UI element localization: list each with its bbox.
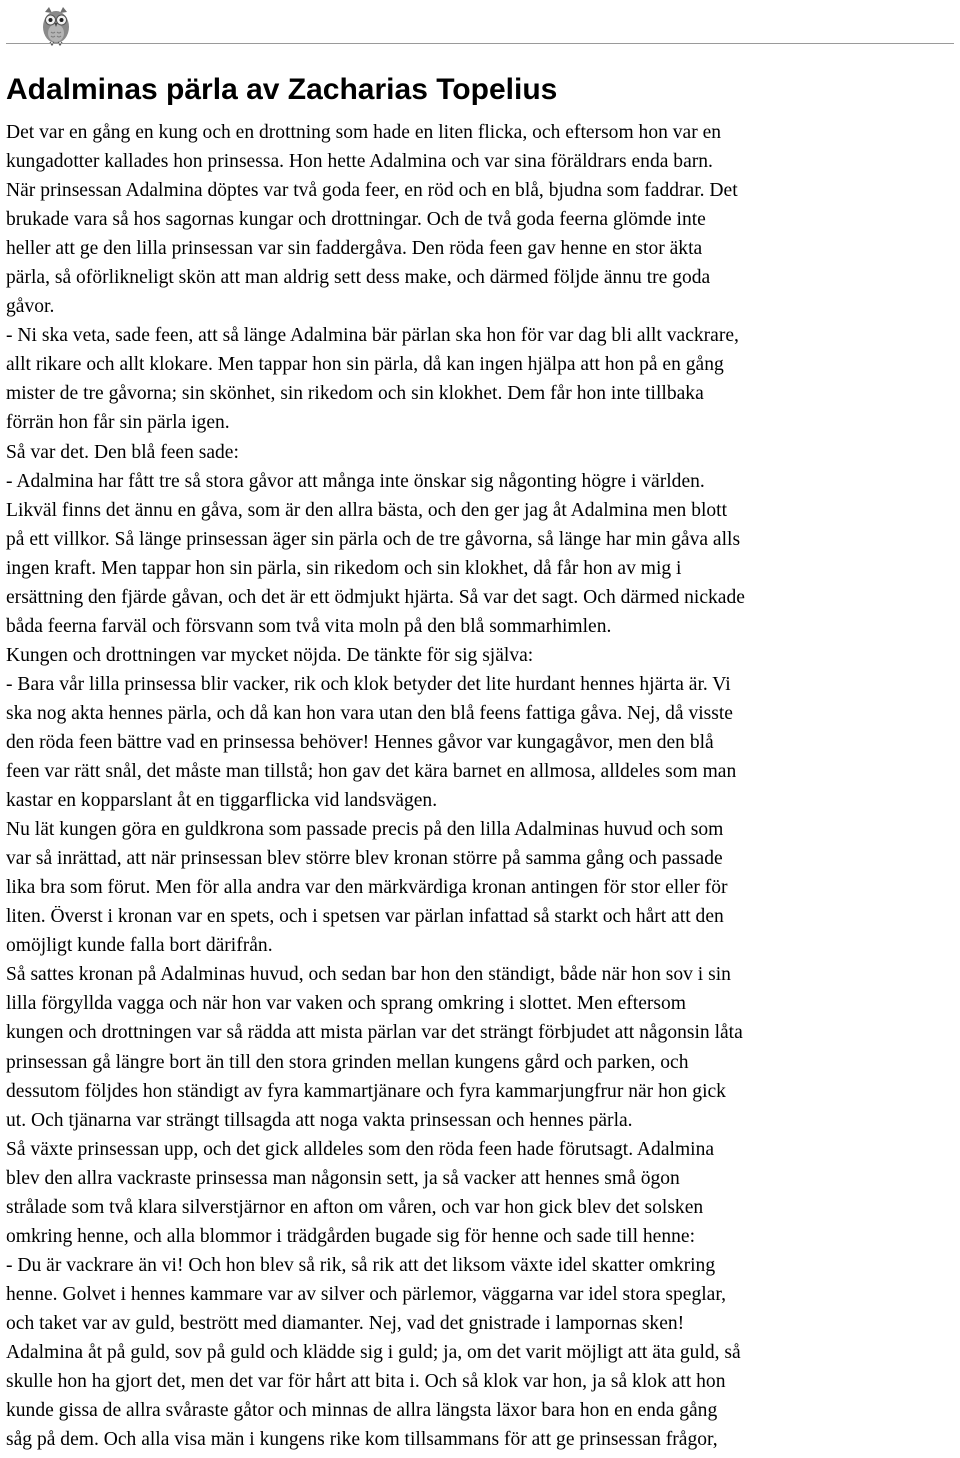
text-line: liten. Överst i kronan var en spets, och i spetsen var pärlan infattad så starkt och hårt att den [6, 906, 724, 928]
text-line: den röda feen bättre vad en prinsessa behöver! Hennes gåvor var kungagåvor, men den blå [6, 731, 714, 753]
text-line: gåvor. [6, 296, 55, 318]
text-line: Nu lät kungen göra en guldkrona som passade precis på den lilla Adalminas huvud och som [6, 819, 724, 841]
text-line: När prinsessan Adalmina döptes var två goda feer, en röd och en blå, bjudna som faddrar. Det [6, 180, 738, 202]
text-line: omöjligt kunde falla bort därifrån. [6, 935, 273, 957]
text-line: ut. Och tjänarna var strängt tillsagda att noga vakta prinsessan och hennes pärla. [6, 1109, 633, 1131]
text-line: kunde gissa de allra svåraste gåtor och minnas de allra längsta läxor bara hon en enda gång [6, 1400, 718, 1422]
document-title: Adalminas pärla av Zacharias Topelius [6, 73, 558, 106]
text-line: kastar en kopparslant åt en tiggarflicka vid landsvägen. [6, 790, 438, 812]
header-divider [6, 43, 954, 44]
text-line: prinsessan gå längre bort än till den stora grinden mellan kungens gård och parken, och [6, 1051, 689, 1073]
page-header [0, 0, 960, 60]
text-line: på ett villkor. Så länge prinsessan äger sin pärla och de tre gåvorna, så länge har min gåva alls [6, 528, 741, 550]
owl-logo-icon [38, 6, 74, 46]
text-line: Så växte prinsessan upp, och det gick alldeles som den röda feen hade förutsagt. Adalmina [6, 1138, 715, 1160]
text-line: ersättning den fjärde gåvan, och det är ett ödmjukt hjärta. Så var det sagt. Och därmed nickade [6, 586, 745, 608]
text-line: ingen kraft. Men tappar hon sin pärla, sin rikedom och sin klokhet, då får hon av mig i [6, 557, 682, 579]
text-line: och taket var av guld, bestrött med diamanter. Nej, vad det gnistrade i lampornas sken! [6, 1312, 685, 1334]
text-line: lika bra som förut. Men för alla andra var den märkvärdiga kronan antingen för stor eller för [6, 877, 728, 899]
text-line: dessutom följdes hon ständigt av fyra kammartjänare och fyra kammarjungfrur när hon gick [6, 1080, 726, 1102]
text-line: Likväl finns det ännu en gåva, som är den allra bästa, och den ger jag åt Adalmina men blott [6, 499, 728, 521]
text-line: såg på dem. Och alla visa män i kungens rike kom tillsammans för att ge prinsessan frågor, [6, 1429, 718, 1451]
text-line: mister de tre gåvorna; sin skönhet, sin rikedom och sin klokhet. Dem får hon inte tillbaka [6, 383, 704, 405]
text-line: strålade som två klara silverstjärnor en afton om våren, och var hon gick blev det solsken [6, 1196, 704, 1218]
text-line: henne. Golvet i hennes kammare var av silver och pärlemor, väggarna var idel stora speglar, [6, 1283, 726, 1305]
text-line: var så inrättad, att när prinsessan blev större blev kronan större på samma gång och passade [6, 848, 723, 870]
text-line: - Adalmina har fått tre så stora gåvor att många inte önskar sig någonting högre i världen. [6, 470, 705, 492]
text-line: lilla förgyllda vagga och när hon var vaken och sprang omkring i slottet. Men eftersom [6, 993, 687, 1015]
text-line: - Ni ska veta, sade feen, att så länge Adalmina bär pärlan ska hon för var dag bli allt vackrare, [6, 325, 739, 347]
text-line: Kungen och drottningen var mycket nöjda. De tänkte för sig själva: [6, 644, 534, 666]
text-line: kungadotter kallades hon prinsessa. Hon hette Adalmina och var sina föräldrars enda barn. [6, 151, 713, 173]
text-line: heller att ge den lilla prinsessan var sin faddergåva. Den röda feen gav henne en stor äkta [6, 238, 703, 260]
text-line: skulle hon ha gjort det, men det var för hårt att bita i. Och så klok var hon, ja så klok att hon [6, 1371, 726, 1393]
text-line: allt rikare och allt klokare. Men tappar hon sin pärla, då kan ingen hjälpa att hon på en gång [6, 354, 724, 376]
text-line: Adalmina åt på guld, sov på guld och klädde sig i guld; ja, om det varit möjligt att äta guld, så [6, 1341, 741, 1363]
text-line: förrän hon får sin pärla igen. [6, 412, 230, 434]
text-line: ska nog akta hennes pärla, och då kan hon vara utan den blå feens fattiga gåva. Nej, då visste [6, 702, 733, 724]
document-body [6, 118, 958, 1454]
text-line: Det var en gång en kung och en drottning som hade en liten flicka, och eftersom hon var en [6, 122, 722, 143]
text-line: - Bara vår lilla prinsessa blir vacker, rik och klok betyder det lite hurdant hennes hjärta är. Vi [6, 673, 731, 695]
text-line: pärla, så oförlikneligt skön att man aldrig sett dess make, och därmed följde ännu tre goda [6, 267, 711, 289]
text-line: Så sattes kronan på Adalminas huvud, och sedan bar hon den ständigt, både när hon sov i sin [6, 964, 731, 986]
text-line: Så var det. Den blå feen sade: [6, 441, 239, 463]
text-line: feen var rätt snål, det måste man tillstå; hon gav det kära barnet en allmosa, alldeles som man [6, 761, 737, 783]
text-line: båda feerna farväl och försvann som två vita moln på den blå sommarhimlen. [6, 615, 612, 637]
text-line: brukade vara så hos sagornas kungar och drottningar. Och de två goda feerna glömde inte [6, 209, 706, 231]
text-line: kungen och drottningen var så rädda att mista pärlan var det strängt förbjudet att någonsin låta [6, 1022, 743, 1044]
text-line: - Du är vackrare än vi! Och hon blev så rik, så rik att det liksom växte idel skatter omkring [6, 1254, 716, 1276]
text-line: blev den allra vackraste prinsessa man någonsin sett, ja så vacker att hennes små ögon [6, 1167, 680, 1189]
text-line: omkring henne, och alla blommor i trädgården bugade sig för henne och sade till henne: [6, 1225, 696, 1247]
